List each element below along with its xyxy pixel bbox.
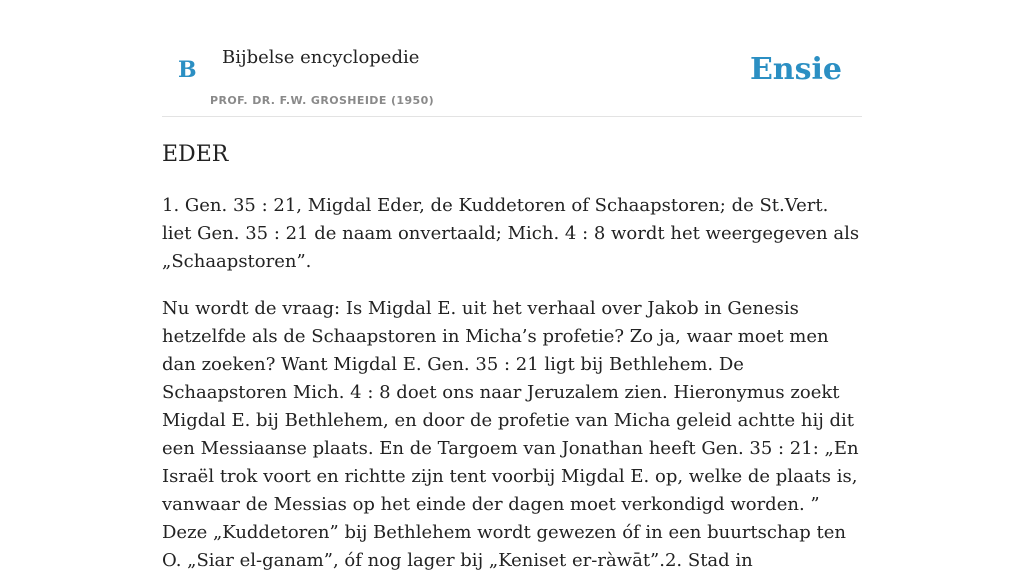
- article-paragraph: Nu wordt de vraag: Is Migdal E. uit het verhaal over Jakob in Genesis hetzelfde als de Schaapstoren in Micha’s profetie? Zo ja, waar moet men dan zoeken? Want Migdal E. Gen. 35 : 21 ligt bij Bethlehem. De Schaapstoren Mich. 4 : 8 doet ons naar Jeruzalem zien. Hieronymus zoekt Migdal E. bij Bethlehem, en door de profetie van Micha geleid achtte hij dit een Messiaanse plaats. En de Targoem van Jonathan heeft Gen. 35 : 21: „En Israël trok voort en richtte zijn tent voorbij Migdal E. op, welke de plaats is, vanwaar de Messias op het einde der dagen moet verkondigd worden. ” Deze „Kuddetoren” bij Bethlehem wordt gewezen óf in een buurtschap ten O. „Siar el-ganam”, óf nog lager bij „Keniset er-ràwāt”.2. Stad in: [162, 298, 859, 571]
- book-title[interactable]: Bijbelse encyclopedie: [222, 47, 420, 68]
- entry-title: EDER: [162, 142, 229, 167]
- book-author: PROF. DR. F.W. GROSHEIDE (1950): [210, 94, 435, 107]
- site-header: [162, 0, 862, 117]
- article: [162, 138, 862, 575]
- book-logo-icon[interactable]: B: [178, 57, 197, 83]
- article-paragraph: 1. Gen. 35 : 21, Migdal Eder, de Kuddetoren of Schaapstoren; de St.Vert. liet Gen. 35 : 21 de naam onvertaald; Mich. 4 : 8 wordt het weergegeven als „Schaapstoren”.: [162, 195, 860, 272]
- brand-logo-link[interactable]: Ensie: [749, 52, 842, 87]
